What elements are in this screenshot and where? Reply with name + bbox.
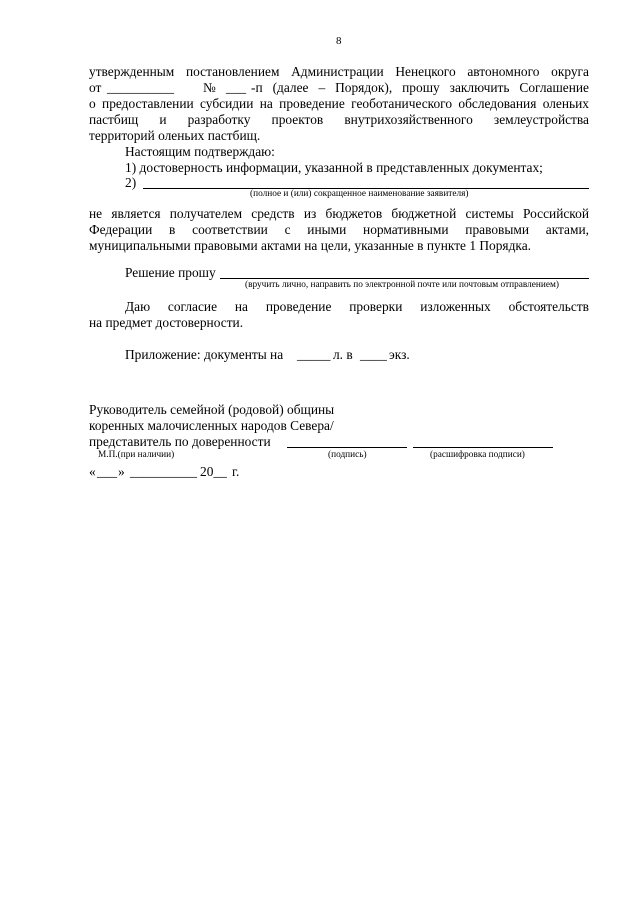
paragraph1-line4: пастбищ и разработку проектов внутрихозяйственного землеустройства <box>89 112 589 127</box>
paragraph2-line1: не является получателем средств из бюджетов бюджетной системы Российской <box>89 206 589 221</box>
date-suffix: г. <box>232 464 240 479</box>
date-month-blank: __________ <box>130 464 197 479</box>
attachment-copies-blank: ____ <box>360 347 387 362</box>
consent-line1: Даю согласие на проведение проверки изложенных обстоятельств <box>125 299 589 314</box>
sign-hint: (подпись) <box>328 450 367 460</box>
number-sign: № <box>203 80 216 95</box>
paragraph1-line3: о предоставлении субсидии на проведение геоботанического обследования оленьих <box>89 96 589 111</box>
number-blank: ___ <box>226 80 247 95</box>
signature-line1: Руководитель семейной (родовой) общины <box>89 402 335 417</box>
stamp-label: М.П.(при наличии) <box>98 450 175 460</box>
consent-line2: на предмет достоверности. <box>89 315 244 330</box>
decision-line <box>220 278 589 279</box>
signature-line3: представитель по доверенности <box>89 434 271 449</box>
applicant-name-hint: (полное и (или) сокращенное наименование заявителя) <box>250 189 469 199</box>
paragraph1-line2-rest: -п (далее – Порядок), прошу заключить Соглашение <box>251 80 589 95</box>
confirm-item1: 1) достоверность информации, указанной в представленных документах; <box>125 160 543 175</box>
attachment-pages-blank: _____ <box>297 347 331 362</box>
attachment-suffix: экз. <box>389 347 410 362</box>
decode-line <box>413 447 553 448</box>
paragraph2-line2: Федерации в соответствии с иными нормативными правовыми актами, <box>89 222 589 237</box>
date-year: 20__ <box>200 464 227 479</box>
confirm-item2: 2) <box>125 175 137 190</box>
paragraph1-line5: территорий оленьих пастбищ. <box>89 128 261 143</box>
paragraph1-line2-from: от <box>89 80 102 95</box>
date-day-blank: ___ <box>97 464 118 479</box>
sign-line <box>287 447 407 448</box>
paragraph2-line3: муниципальными правовыми актами на цели, указанные в пункте 1 Порядка. <box>89 238 532 253</box>
attachment-mid: л. в <box>333 347 353 362</box>
decision-label: Решение прошу <box>125 265 216 280</box>
decode-hint: (расшифровка подписи) <box>430 450 525 460</box>
confirm-heading: Настоящим подтверждаю: <box>125 144 275 159</box>
decision-hint: (вручить лично, направить по электронной почте или почтовым отправлением) <box>245 280 559 290</box>
paragraph1-line1: утвержденным постановлением Администрации Ненецкого автономного округа <box>89 64 589 79</box>
date-blank: __________ <box>107 80 174 95</box>
attachment-prefix: Приложение: документы на <box>125 347 284 362</box>
date-close-quote: » <box>118 464 125 479</box>
date-open-quote: « <box>89 464 96 479</box>
signature-line2: коренных малочисленных народов Севера/ <box>89 418 334 433</box>
page-number: 8 <box>336 35 342 47</box>
